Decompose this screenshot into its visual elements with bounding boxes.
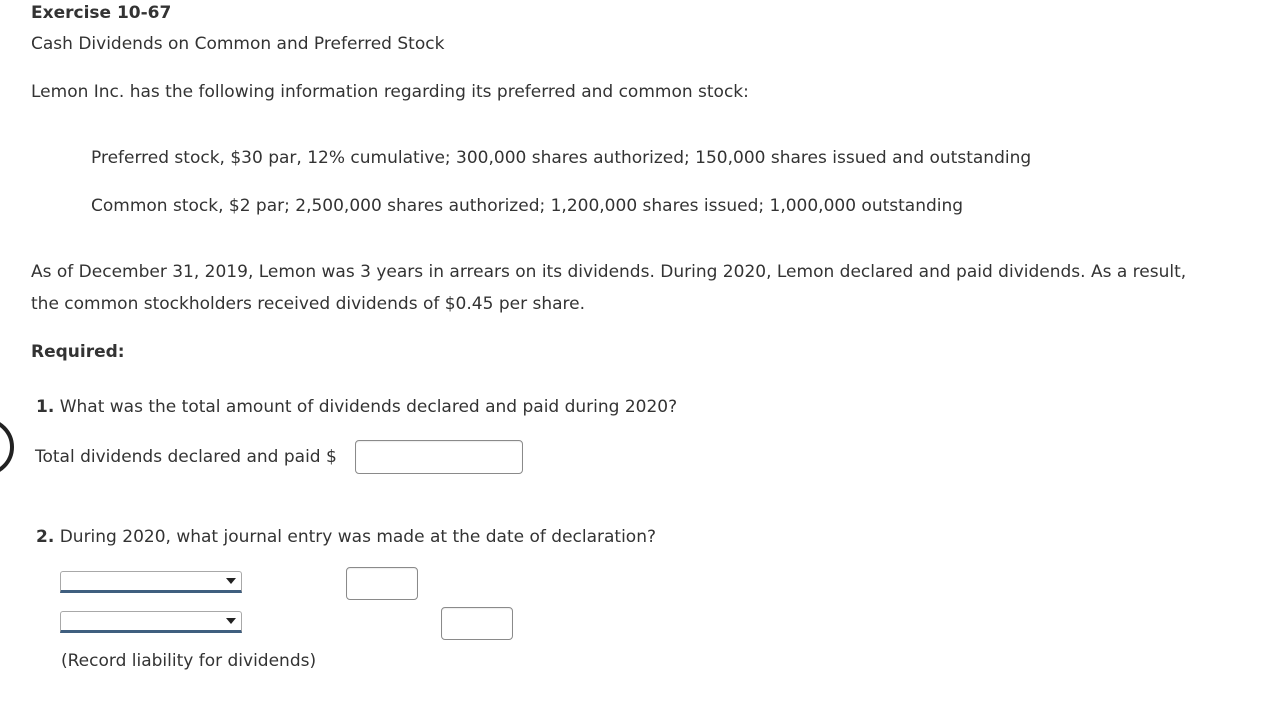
question-1: [36, 397, 677, 417]
question-2-number: 2.: [36, 527, 55, 547]
journal-row-1-debit-input[interactable]: [346, 567, 418, 600]
question-2: [36, 527, 656, 547]
required-label: Required:: [31, 342, 125, 362]
journal-row-2-credit-input[interactable]: [441, 607, 513, 640]
intro-text: Lemon Inc. has the following information regarding its preferred and common stock:: [31, 82, 749, 102]
context-line-1: As of December 31, 2019, Lemon was 3 years in arrears on its dividends. During 2020, Lemon declared and paid dividends. As a result,: [31, 262, 1187, 282]
journal-entry-note: (Record liability for dividends): [61, 651, 317, 671]
exercise-subtitle: Cash Dividends on Common and Preferred Stock: [31, 34, 445, 54]
journal-row-2-account-select[interactable]: [60, 611, 242, 633]
question-1-text: What was the total amount of dividends declared and paid during 2020?: [59, 397, 678, 417]
total-dividends-label: Total dividends declared and paid $: [35, 447, 337, 467]
chevron-down-icon: [226, 618, 236, 624]
journal-row-1-account-select[interactable]: [60, 571, 242, 593]
common-stock-info: Common stock, $2 par; 2,500,000 shares authorized; 1,200,000 shares issued; 1,000,000 outstanding: [91, 196, 964, 216]
preferred-stock-info: Preferred stock, $30 par, 12% cumulative; 300,000 shares authorized; 150,000 shares issued and outstanding: [91, 148, 1032, 168]
total-dividends-input[interactable]: [355, 440, 523, 474]
context-line-2: the common stockholders received dividends of $0.45 per share.: [31, 294, 585, 314]
chevron-down-icon: [226, 578, 236, 584]
exercise-title: Exercise 10-67: [31, 3, 172, 23]
question-1-number: 1.: [36, 397, 55, 417]
scroll-marker-circle-icon: [0, 418, 14, 476]
question-2-text: During 2020, what journal entry was made at the date of declaration?: [59, 527, 657, 547]
